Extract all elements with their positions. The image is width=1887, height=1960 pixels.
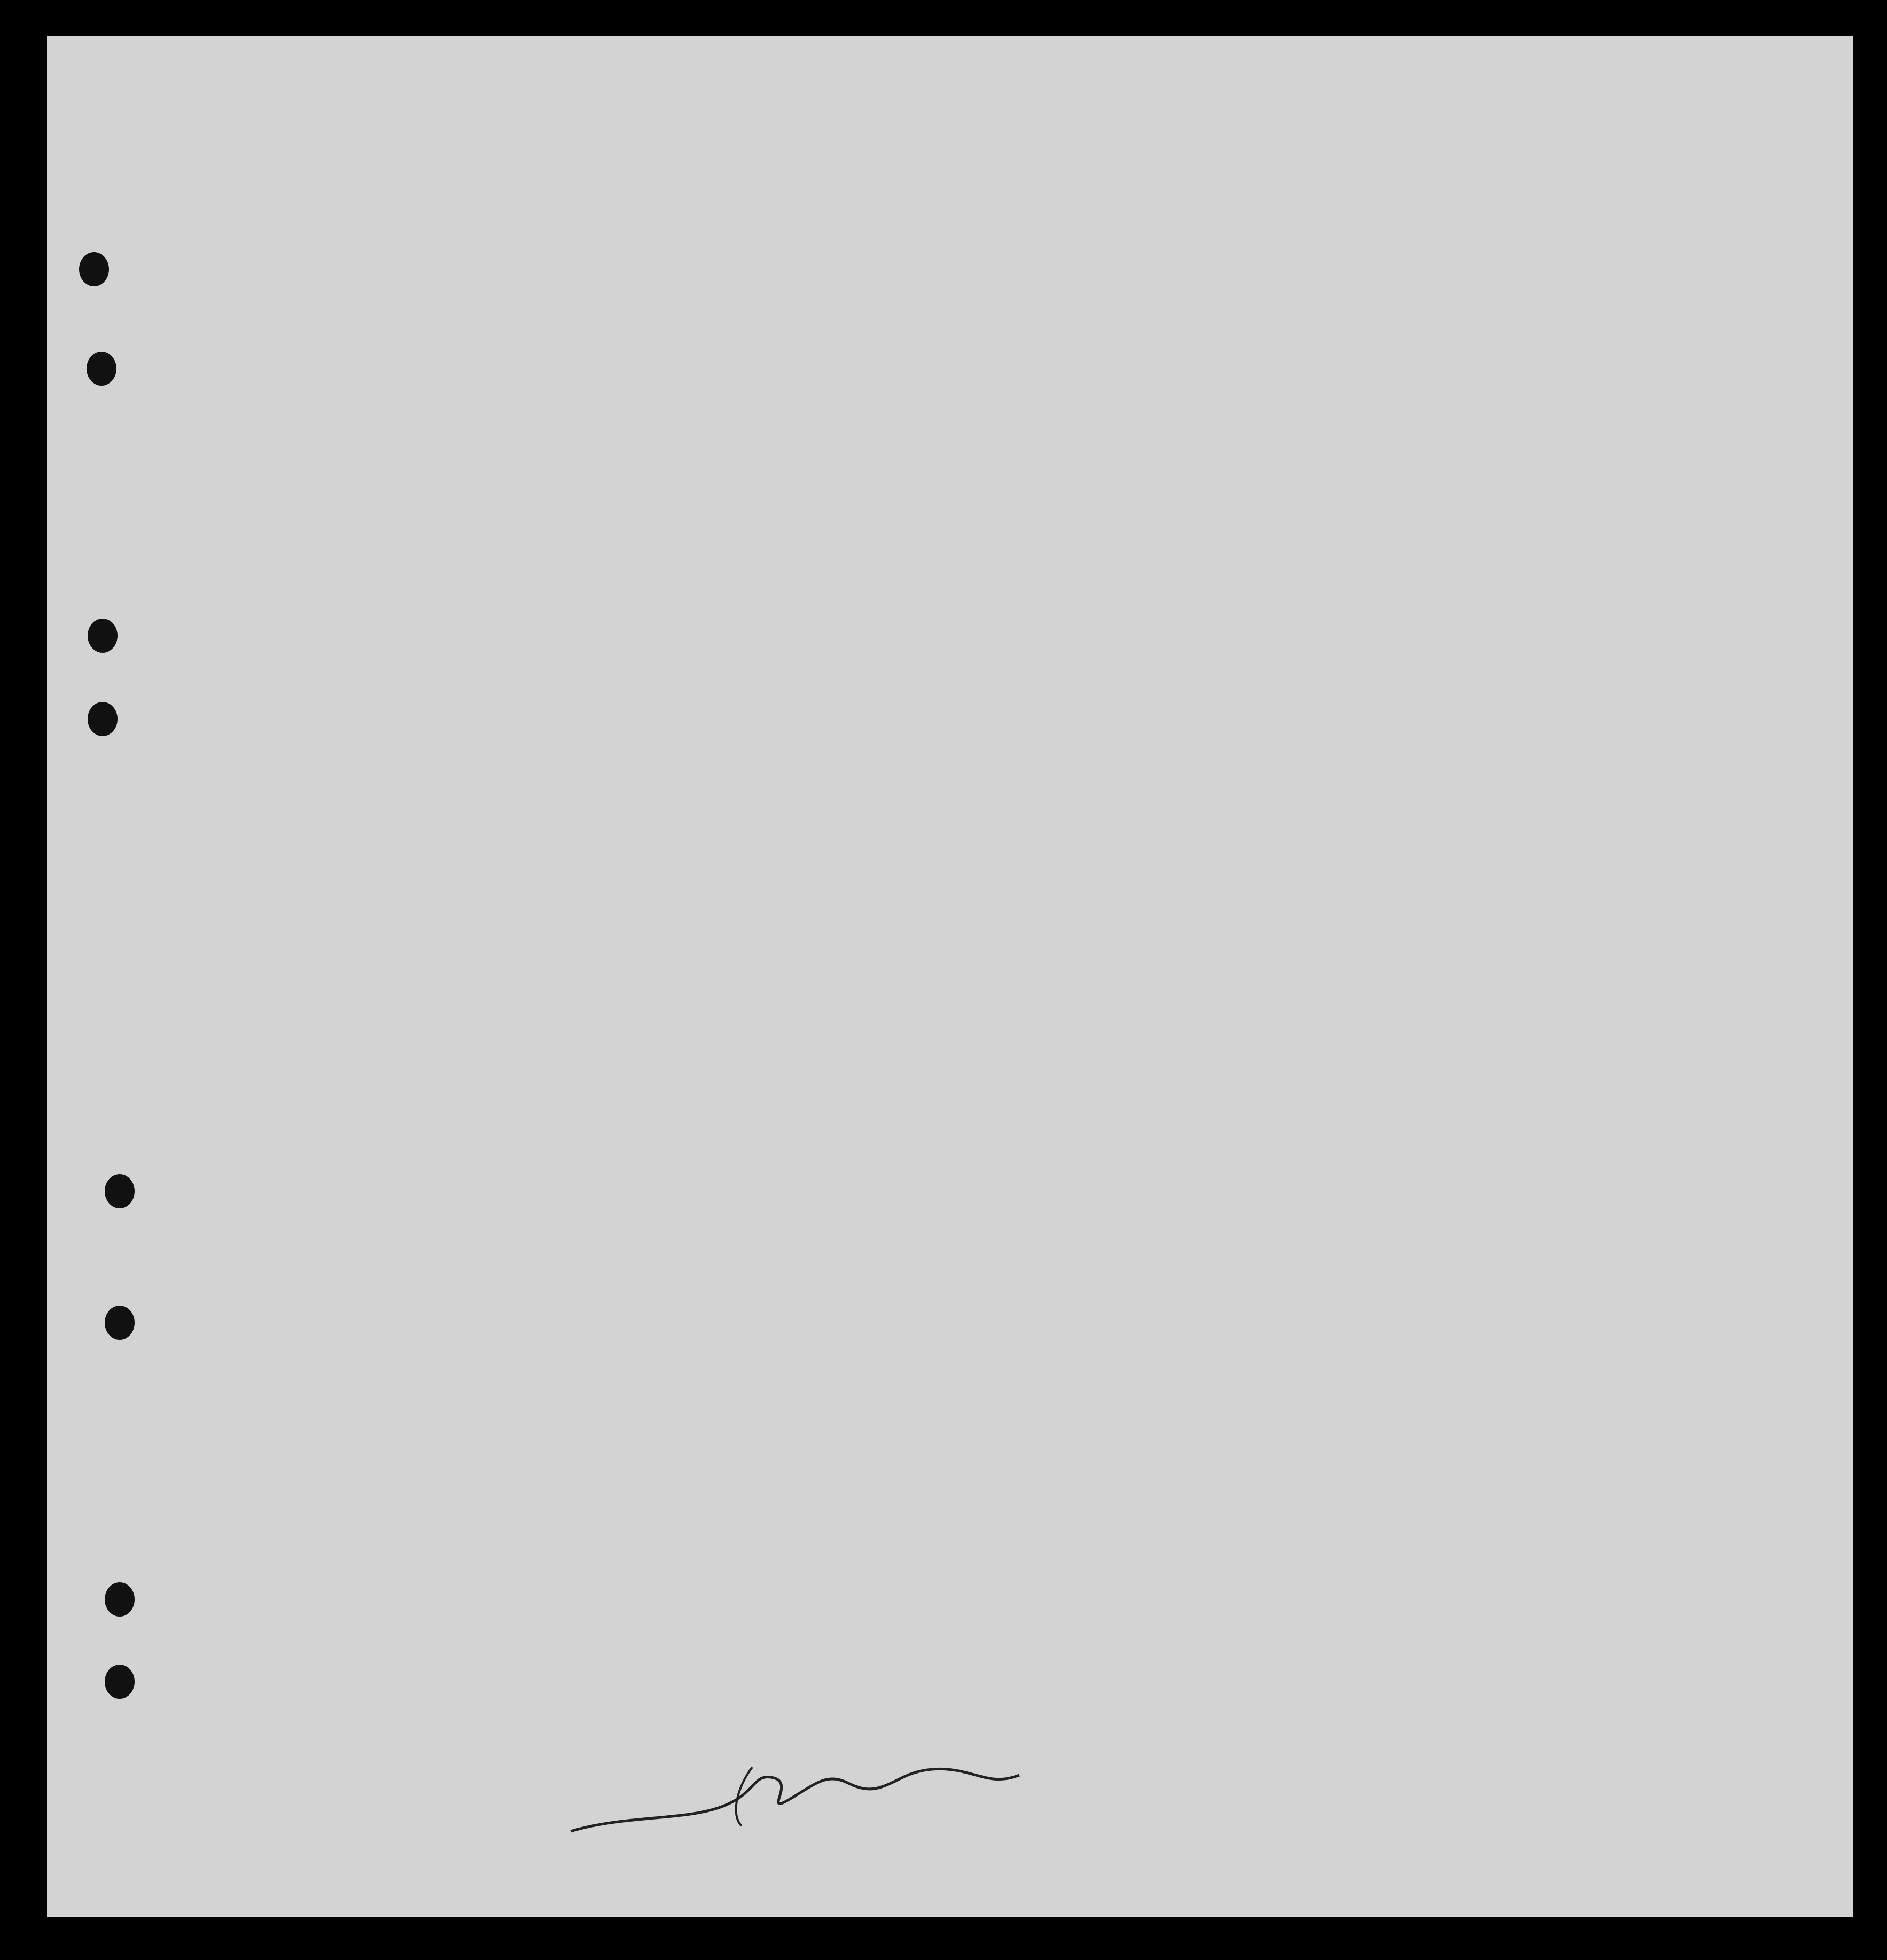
subhead-given: [321, 400, 524, 421]
inspector-signature: [560, 1756, 1041, 1842]
subhead-when: [904, 394, 994, 416]
table-grid: [47, 36, 1853, 1917]
subhead-where: [994, 394, 1090, 416]
manifest-sheet: [47, 36, 1853, 1917]
subhead-family: [136, 400, 317, 421]
